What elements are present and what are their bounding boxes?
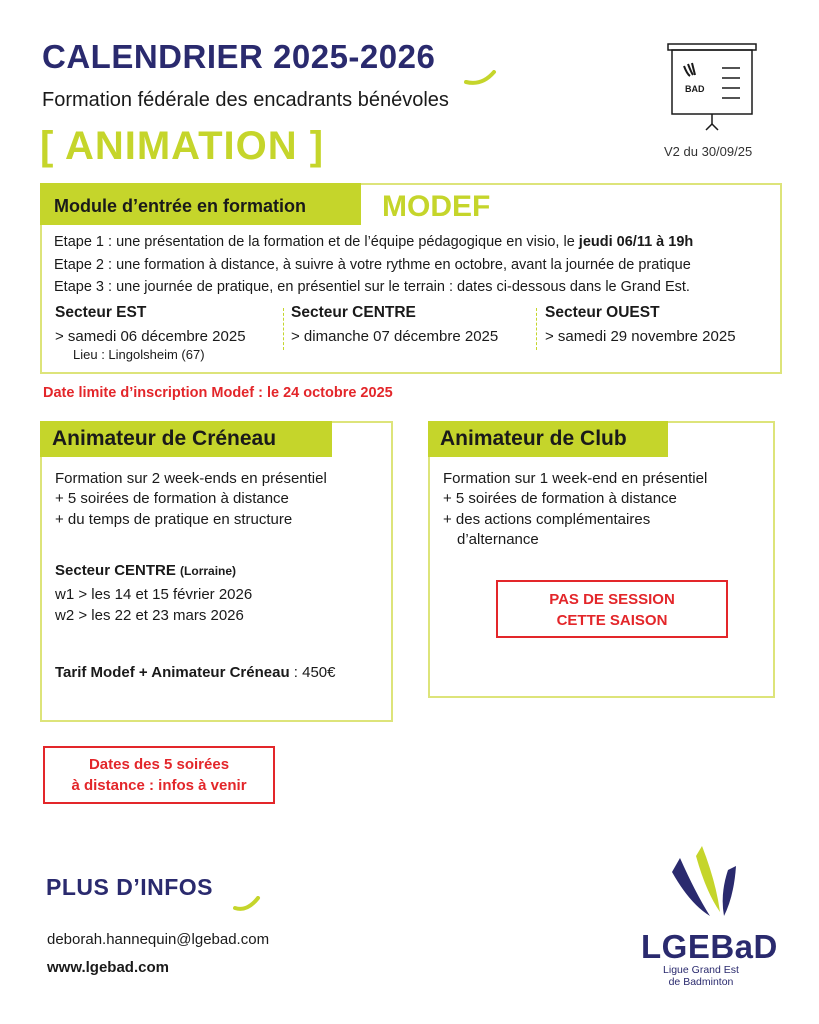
creneau-tarif-value: : 450€ [289,664,336,681]
creneau-tarif [55,664,336,681]
no-session-line-1: PAS DE SESSION [549,591,675,608]
etape-1 [54,234,693,250]
creneau-line-3: + du temps de pratique en structure [55,511,293,528]
website-link[interactable]: www.lgebad.com [47,959,169,976]
creneau-w1: w1 > les 14 et 15 février 2026 [55,586,253,603]
creneau-line-2: + 5 soirées de formation à distance [55,490,289,507]
creneau-line-1: Formation sur 2 week-ends en présentiel [55,470,327,487]
no-session-stamp [496,580,728,638]
etape-1-text: Etape 1 : une présentation de la formation et de l’équipe pédagogique en visio, le [54,234,579,250]
soirees-line-2: à distance : infos à venir [71,777,247,794]
sector-est-title: Secteur EST [55,304,147,321]
creneau-sector-region: (Lorraine) [180,564,237,578]
club-title: Animateur de Club [440,427,627,450]
sector-centre-title: Secteur CENTRE [291,304,416,321]
etape-1-date: jeudi 06/11 à 19h [578,234,694,250]
plus-infos-heading: PLUS D’INFOS [46,874,214,900]
etape-3: Etape 3 : une journée de pratique, en présentiel sur le terrain : dates ci-dessous dans le Grand Est. [54,279,690,295]
contact-email-link[interactable]: deborah.hannequin@lgebad.com [47,931,270,948]
page-title: CALENDRIER 2025-2026 [42,38,436,75]
modef-deadline: Date limite d’inscription Modef : le 24 octobre 2025 [43,385,393,401]
section-heading: [ ANIMATION ] [40,124,325,168]
sector-ouest-title: Secteur OUEST [545,304,660,321]
page-subtitle: Formation fédérale des encadrants bénévoles [42,89,449,111]
sector-est-date: > samedi 06 décembre 2025 [55,328,246,345]
club-line-2: + 5 soirées de formation à distance [443,490,677,507]
club-line-1: Formation sur 1 week-end en présentiel [443,470,708,487]
club-line-4: d’alternance [457,531,539,548]
soirees-stamp [43,746,275,804]
lgebad-logo-subtitle-2: de Badminton [668,976,734,988]
no-session-line-2: CETTE SAISON [556,612,668,629]
lgebad-logo-subtitle-1: Ligue Grand Est [663,964,739,976]
presentation-board-icon [666,40,760,134]
version-label: V2 du 30/09/25 [664,144,753,159]
lgebad-logo-text: LGEBaD [641,928,778,965]
modef-name: MODEF [382,190,491,223]
sector-divider [536,308,537,350]
swoosh-decoration [464,70,498,86]
creneau-sector [55,562,236,579]
club-panel [428,421,775,698]
swoosh-decoration [233,896,261,912]
sector-centre-date: > dimanche 07 décembre 2025 [291,328,499,345]
creneau-title: Animateur de Créneau [52,427,277,450]
creneau-tarif-label: Tarif Modef + Animateur Créneau [55,664,290,681]
soirees-line-1: Dates des 5 soirées [88,756,230,773]
sector-est-lieu: Lieu : Lingolsheim (67) [73,347,205,362]
etape-2: Etape 2 : une formation à distance, à suivre à votre rythme en octobre, avant la journée de pratique [54,257,691,273]
icon-logo-text: BAD [685,84,705,94]
sector-divider [283,308,284,350]
modef-tab-label: Module d’entrée en formation [54,196,307,216]
club-line-3: + des actions complémentaires [443,511,651,528]
creneau-w2: w2 > les 22 et 23 mars 2026 [55,607,244,624]
sector-ouest-date: > samedi 29 novembre 2025 [545,328,736,345]
lgebad-shuttlecock-icon [640,842,756,932]
creneau-sector-title: Secteur CENTRE [55,562,176,579]
